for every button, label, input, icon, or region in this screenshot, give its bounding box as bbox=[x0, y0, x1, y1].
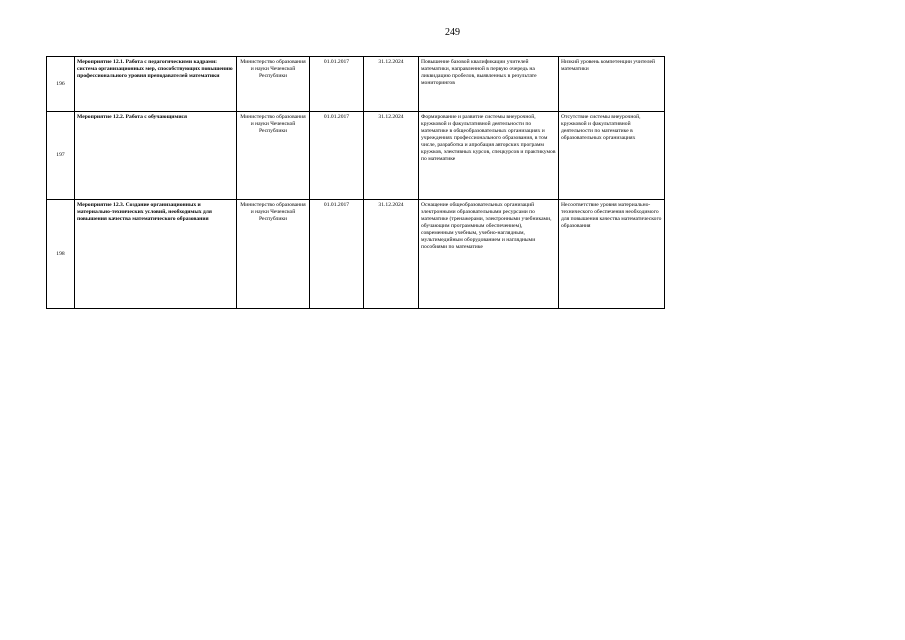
row-number: 197 bbox=[47, 112, 75, 200]
table-row bbox=[47, 112, 665, 200]
expected-result: Формирование и развитие системы внеурочной, кружковой и факультативной деятельности по математике в общеобразовательных организациях и учреждениях профессионального образования, в том числе, разработка и апробация авторских программ кружков, элективных курсов, спецкурсов и практикумов по математике bbox=[419, 112, 559, 200]
end-date: 31.12.2024 bbox=[364, 112, 419, 200]
risk-consequence: Отсутствие системы внеурочной, кружковой и факультативной деятельности по математике в образовательных организациях bbox=[559, 112, 665, 200]
end-date: 31.12.2024 bbox=[364, 200, 419, 309]
page-number: 249 bbox=[445, 27, 460, 38]
start-date: 01.01.2017 bbox=[310, 200, 364, 309]
executor: Министерство образования и науки Чеченской Республики bbox=[237, 112, 310, 200]
activity-name: Мероприятие 12.2. Работа с обучающимися bbox=[75, 112, 237, 200]
start-date: 01.01.2017 bbox=[310, 57, 364, 112]
expected-result: Повышение базовой квалификации учителей математики, направленной в первую очередь на ликвидацию пробелов, выявленных в результате мониторингов bbox=[419, 57, 559, 112]
executor: Министерство образования и науки Чеченской Республики bbox=[237, 57, 310, 112]
table-row bbox=[47, 200, 665, 309]
executor: Министерство образования и науки Чеченской Республики bbox=[237, 200, 310, 309]
start-date: 01.01.2017 bbox=[310, 112, 364, 200]
activities-table bbox=[46, 56, 665, 309]
row-number: 198 bbox=[47, 200, 75, 309]
end-date: 31.12.2024 bbox=[364, 57, 419, 112]
activity-name: Мероприятие 12.3. Создание организационных и материально-технических условий, необходимых для повышения качества математического образования bbox=[75, 200, 237, 309]
table-row bbox=[47, 57, 665, 112]
activity-name: Мероприятие 12.1. Работа с педагогическими кадрами: система организационных мер, способствующих повышению профессионального уровня преподавателей математики bbox=[75, 57, 237, 112]
expected-result: Оснащение общеобразовательных организаций электронными образовательными ресурсами по математике (тренажерами, электронными учебниками, обучающим программным обеспечением), современным учебным, учебно-наглядным, мультимедийным оборудованием и наглядными пособиями по математике bbox=[419, 200, 559, 309]
risk-consequence: Низкий уровень компетенции учителей математики bbox=[559, 57, 665, 112]
risk-consequence: Несоответствие уровня материально-технического обеспечения необходимого для повышения качества математического образования bbox=[559, 200, 665, 309]
row-number: 196 bbox=[47, 57, 75, 112]
